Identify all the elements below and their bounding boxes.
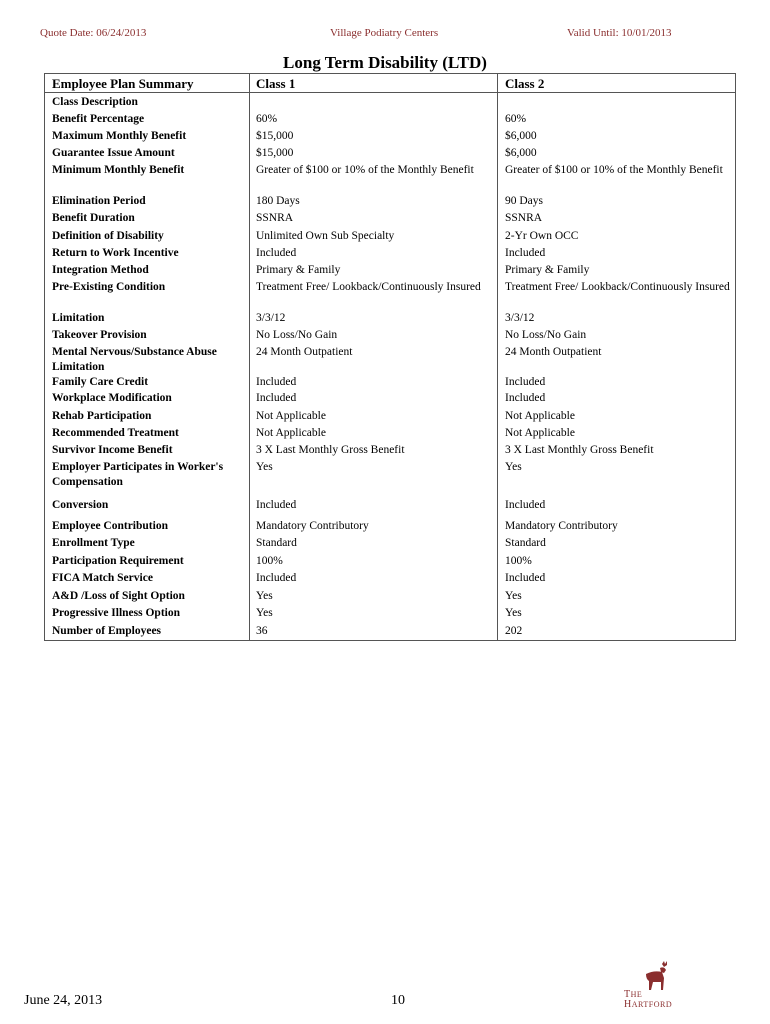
row-label: Definition of Disability [52, 230, 164, 242]
class2-value: Included [505, 392, 546, 404]
class2-value: 100% [505, 555, 532, 567]
row-label: A&D /Loss of Sight Option [52, 590, 185, 602]
row-label: Class Description [52, 96, 138, 108]
class2-value: 202 [505, 625, 523, 637]
class2-value: Included [505, 376, 546, 388]
class2-value: SSNRA [505, 212, 543, 224]
row-label: Recommended Treatment [52, 427, 179, 439]
class2-value: Greater of $100 or 10% of the Monthly Benefit [505, 164, 723, 176]
class1-value: SSNRA [256, 212, 294, 224]
class1-value: 60% [256, 113, 278, 125]
page-title: Long Term Disability (LTD) [283, 53, 487, 72]
row-label: Elimination Period [52, 195, 146, 207]
class1-value: Yes [256, 461, 273, 473]
class2-value: $6,000 [505, 147, 537, 159]
row-label: Minimum Monthly Benefit [52, 164, 185, 176]
class2-value: Included [505, 572, 546, 584]
quote-date: Quote Date: 06/24/2013 [40, 27, 147, 39]
class1-value: Included [256, 247, 297, 259]
class1-value: Standard [256, 537, 297, 549]
class1-value: 180 Days [256, 195, 300, 207]
class1-value: 3 X Last Monthly Gross Benefit [256, 444, 405, 456]
class1-value: Yes [256, 607, 273, 619]
class2-value: $6,000 [505, 130, 537, 142]
stag-icon [624, 960, 684, 992]
row-label: Enrollment Type [52, 537, 135, 549]
row-label: Progressive Illness Option [52, 607, 180, 619]
row-label: FICA Match Service [52, 572, 153, 584]
class1-value: 100% [256, 555, 283, 567]
row-label: Takeover Provision [52, 329, 147, 341]
page-header [0, 27, 770, 43]
class1-value: Yes [256, 590, 273, 602]
class1-value: 36 [256, 625, 268, 637]
class2-value: 2-Yr Own OCC [505, 230, 579, 242]
class1-value: Treatment Free/ Lookback/Continuously Insured [256, 281, 481, 293]
row-label: Mental Nervous/Substance Abuse Limitation [52, 346, 217, 373]
class2-value: Treatment Free/ Lookback/Continuously Insured [505, 281, 730, 293]
class1-value: Not Applicable [256, 410, 326, 422]
row-label: Rehab Participation [52, 410, 152, 422]
class2-value: Yes [505, 590, 522, 602]
class2-value: 3/3/12 [505, 312, 535, 324]
row-label: Integration Method [52, 264, 149, 276]
class1-value: Not Applicable [256, 427, 326, 439]
class1-value: Mandatory Contributory [256, 520, 369, 532]
page-number: 10 [391, 993, 405, 1008]
class1-value: Primary & Family [256, 264, 341, 276]
class1-value: Included [256, 392, 297, 404]
class1-value: Included [256, 572, 297, 584]
column-header-class1: Class 1 [256, 76, 296, 91]
class2-value: 24 Month Outpatient [505, 346, 602, 358]
column-divider [249, 74, 250, 640]
class1-value: 24 Month Outpatient [256, 346, 353, 358]
row-label: Workplace Modification [52, 392, 172, 404]
row-label: Return to Work Incentive [52, 247, 179, 259]
row-label: Survivor Income Benefit [52, 444, 173, 456]
class1-value: $15,000 [256, 130, 294, 142]
plan-summary-table [44, 73, 736, 641]
class1-value: Included [256, 376, 297, 388]
class2-value: 90 Days [505, 195, 544, 207]
class2-value: Standard [505, 537, 546, 549]
hartford-logo [624, 960, 684, 1010]
class1-value: Unlimited Own Sub Specialty [256, 230, 395, 242]
class2-value: Included [505, 247, 546, 259]
row-label: Guarantee Issue Amount [52, 147, 175, 159]
row-label: Employee Contribution [52, 520, 168, 532]
valid-until: Valid Until: 10/01/2013 [567, 27, 672, 39]
class2-value: Not Applicable [505, 427, 575, 439]
class1-value: Greater of $100 or 10% of the Monthly Benefit [256, 164, 474, 176]
row-label: Limitation [52, 312, 105, 324]
column-header-summary: Employee Plan Summary [52, 76, 194, 91]
class2-value: Included [505, 499, 546, 511]
logo-wordmark: THE HARTFORD [624, 989, 673, 1010]
row-label: Benefit Duration [52, 212, 135, 224]
row-label: Maximum Monthly Benefit [52, 130, 187, 142]
class2-value: No Loss/No Gain [505, 329, 587, 341]
row-label: Participation Requirement [52, 555, 184, 567]
class1-value: Included [256, 499, 297, 511]
class2-value: Mandatory Contributory [505, 520, 618, 532]
class2-value: Yes [505, 607, 522, 619]
class2-value: Not Applicable [505, 410, 575, 422]
class2-value: Primary & Family [505, 264, 590, 276]
footer-date: June 24, 2013 [24, 993, 103, 1008]
row-label: Benefit Percentage [52, 113, 145, 125]
column-divider [497, 74, 498, 640]
class2-value: 60% [505, 113, 527, 125]
row-label: Family Care Credit [52, 376, 149, 388]
class2-value: 3 X Last Monthly Gross Benefit [505, 444, 654, 456]
row-label: Employer Participates in Worker's Compensation [52, 461, 224, 488]
header-divider [45, 92, 735, 93]
class1-value: $15,000 [256, 147, 294, 159]
row-label: Conversion [52, 499, 109, 511]
class1-value: 3/3/12 [256, 312, 286, 324]
column-header-class2: Class 2 [505, 76, 545, 91]
row-label: Number of Employees [52, 625, 162, 637]
class2-value: Yes [505, 461, 522, 473]
company-name: Village Podiatry Centers [330, 27, 439, 39]
class1-value: No Loss/No Gain [256, 329, 338, 341]
row-label: Pre-Existing Condition [52, 281, 166, 293]
